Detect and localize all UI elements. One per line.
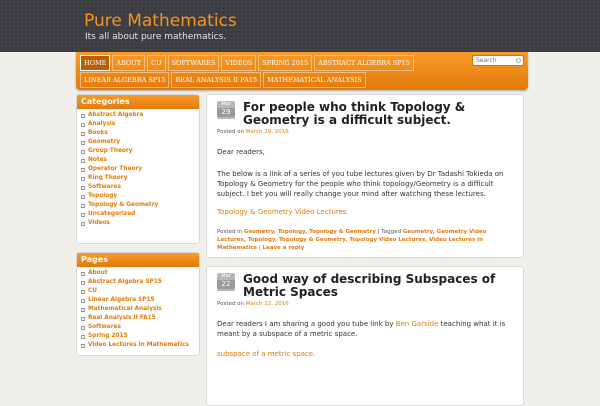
post-tags-links[interactable]: Geometry, Geometry Video Lectures, Topology, Topology & Geometry, Topology Video Lectures, Video Lectures in Mathematics [217,229,487,251]
nav-item-softwares[interactable]: SOFTWARES [168,55,220,71]
category-item[interactable]: Abstract Algebra [81,111,195,120]
nav-item-linear-algebra[interactable]: LINEAR ALGEBRA SP15 [80,72,169,88]
bullet-icon [81,344,85,348]
site-title[interactable]: Pure Mathematics [84,11,237,31]
bullet-icon [81,168,85,172]
page-item[interactable]: Linear Algebra SP15 [81,296,195,305]
post-title[interactable]: Good way of describing Subspaces of Metric Spaces [243,272,496,299]
search-icon[interactable] [516,58,521,63]
post-date-link[interactable]: March 22, 2016 [245,301,289,307]
bullet-icon [81,317,85,321]
nav-item-videos[interactable]: VIDEOS [221,55,256,71]
category-item[interactable]: Videos [81,219,195,228]
bullet-icon [81,177,85,181]
nav-item-mathematical-analysis[interactable]: MATHEMATICAL ANALYSIS [263,72,365,88]
page-item[interactable]: About [81,269,195,278]
post-title[interactable]: For people who think Topology & Geometry is a difficult subject. [243,100,466,127]
post-link[interactable]: Topology & Geometry Video Lectures [217,208,347,216]
category-item[interactable]: Notes [81,156,195,165]
posted-on: Posted on March 22, 2016 [217,301,289,307]
category-item[interactable]: Analysis [81,120,195,129]
nav-item-about[interactable]: ABOUT [112,55,145,71]
bullet-icon [81,132,85,136]
bullet-icon [81,272,85,276]
author-link[interactable]: Ben Garside [395,320,439,328]
categories-title: Categories [77,95,199,109]
posted-on: Posted on March 29, 2016 [217,129,289,135]
bullet-icon [81,186,85,190]
bullet-icon [81,290,85,294]
pages-widget [76,252,200,356]
bullet-icon [81,222,85,226]
nav-item-cu[interactable]: CU [147,55,165,71]
nav-item-abstract-algebra[interactable]: ABSTRACT ALGEBRA SP15 [314,55,414,71]
nav-row-1 [80,55,416,71]
nav-item-real-analysis[interactable]: REAL ANALYSIS II FA15 [171,72,261,88]
page-item[interactable]: Spring 2015 [81,332,195,341]
search-input[interactable] [476,57,516,64]
bullet-icon [81,159,85,163]
page-item[interactable]: Abstract Algebra SP15 [81,278,195,287]
nav-item-home[interactable]: HOME [80,55,110,71]
date-badge [217,273,235,291]
page-item[interactable]: Video Lectures in Mathematics [81,341,195,350]
post-link[interactable]: subspace of a metric space. [217,350,316,358]
page-item[interactable]: Real Analysis II FA15 [81,314,195,323]
category-item[interactable]: Ring Theory [81,174,195,183]
category-item[interactable]: Operator Theory [81,165,195,174]
categories-widget [76,94,200,244]
leave-reply-link[interactable]: | Leave a reply [258,245,305,251]
category-item[interactable]: Topology [81,192,195,201]
date-day: 29 [217,108,235,117]
post-categories-links[interactable]: Geometry, Topology, Topology & Geometry [243,229,376,235]
category-item[interactable]: Topology & Geometry [81,201,195,210]
main-navigation [76,52,528,90]
bullet-icon [81,114,85,118]
search-box[interactable] [472,55,524,66]
post-footer: Posted in Geometry, Topology, Topology & Geometry | Tagged Geometry, Geometry Video Lectures, Topology, Topology & Geometry, Topology Video Lectures, Video Lectures in Mathematics | Leave a reply [217,229,487,251]
date-month: Mar [221,273,231,279]
category-item[interactable]: Softwares [81,183,195,192]
date-badge [217,101,235,119]
bullet-icon [81,281,85,285]
page-item[interactable]: Mathematical Analysis [81,305,195,314]
pages-title: Pages [77,253,199,267]
page-item[interactable]: Softwares [81,323,195,332]
bullet-icon [81,308,85,312]
category-item[interactable]: Geometry [81,138,195,147]
bullet-icon [81,299,85,303]
post-greeting: Dear readers, [217,148,265,156]
date-month: Mar [221,101,231,107]
bullet-icon [81,141,85,145]
site-header [0,0,600,52]
category-item[interactable]: Uncategorized [81,210,195,219]
post-date-link[interactable]: March 29, 2016 [245,129,289,135]
bullet-icon [81,326,85,330]
nav-row-2 [80,72,368,88]
post-article [206,94,524,258]
bullet-icon [81,204,85,208]
page-item[interactable]: CU [81,287,195,296]
post-body: The below is a link of a series of you tube lectures given by Dr Tadashi Tokieda on Topology & Geometry for the people who think topology/Geometry is a difficult subject. I bet you will really change your mind after watching these lectures. [217,170,504,198]
bullet-icon [81,150,85,154]
bullet-icon [81,213,85,217]
category-item[interactable]: Group Theory [81,147,195,156]
post-body: Dear readers I am sharing a good you tube link by Ben Garside teaching what it is meant by a subspace of a metric space. [217,320,506,338]
site-description: Its all about pure mathematics. [85,32,227,42]
bullet-icon [81,335,85,339]
date-day: 22 [217,280,235,289]
nav-item-spring-2015[interactable]: SPRING 2015 [258,55,312,71]
category-item[interactable]: Books [81,129,195,138]
post-article [206,266,524,406]
bullet-icon [81,195,85,199]
bullet-icon [81,123,85,127]
